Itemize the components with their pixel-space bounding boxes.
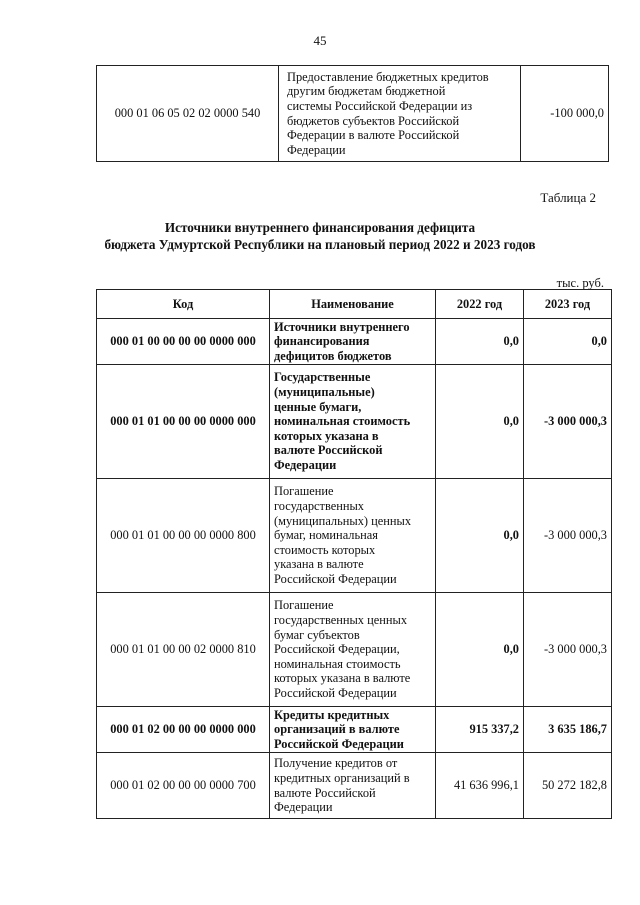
row-name-line: указана в валюте: [274, 557, 364, 572]
table-row: [97, 365, 612, 479]
row-value-2022: 915 337,2: [436, 707, 524, 753]
row-name-line: валюте Российской: [274, 785, 376, 800]
table-title: [0, 219, 640, 253]
row-name: [279, 66, 521, 162]
row-name-line: Федерации: [274, 457, 337, 472]
row-name-line: системы Российской Федерации из: [287, 98, 473, 113]
header-code: Код: [97, 290, 270, 319]
row-value-2022: 0,0: [436, 593, 524, 707]
row-name-line: Российской Федерации: [274, 736, 404, 751]
row-value-2023: 50 272 182,8: [524, 753, 612, 819]
row-name: [270, 365, 436, 479]
row-name-line: государственных ценных: [274, 613, 408, 628]
row-name-line: (муниципальные): [274, 385, 375, 400]
row-code: 000 01 01 00 00 00 0000 000: [97, 365, 270, 479]
row-name-line: которых указана в: [274, 428, 379, 443]
row-name-line: Федерации в валюте Российской: [287, 128, 460, 143]
table-row: [97, 593, 612, 707]
row-name-line: номинальная стоимость: [274, 414, 411, 429]
row-name-line: ценные бумаги,: [274, 399, 362, 414]
row-name-line: Кредиты кредитных: [274, 707, 390, 722]
header-2022: 2022 год: [436, 290, 524, 319]
row-name-line: валюте Российской: [274, 443, 383, 458]
row-name-line: другим бюджетам бюджетной: [287, 84, 446, 99]
row-code: 000 01 02 00 00 00 0000 000: [97, 707, 270, 753]
row-name-line: организаций в валюте: [274, 722, 400, 737]
row-name-line: бумаг, номинальная: [274, 528, 378, 543]
row-code: 000 01 01 00 00 02 0000 810: [97, 593, 270, 707]
units-label: тыс. руб.: [556, 276, 604, 290]
table-row: [97, 479, 612, 593]
row-name-line: Источники внутреннего: [274, 319, 410, 334]
row-name: [270, 319, 436, 365]
title-line: бюджета Удмуртской Республики на плановый период 2022 и 2023 годов: [104, 237, 536, 252]
row-name-line: Предоставление бюджетных кредитов: [287, 69, 489, 84]
row-code: 000 01 01 00 00 00 0000 800: [97, 479, 270, 593]
table-row: [97, 319, 612, 365]
header-row: [97, 290, 612, 319]
row-value-2022: 0,0: [436, 319, 524, 365]
row-code: 000 01 00 00 00 00 0000 000: [97, 319, 270, 365]
row-code: 000 01 02 00 00 00 0000 700: [97, 753, 270, 819]
row-name-line: которых указана в валюте: [274, 671, 411, 686]
row-code: 000 01 06 05 02 02 0000 540: [97, 66, 279, 162]
row-name: [270, 707, 436, 753]
row-name-line: кредитных организаций в: [274, 770, 410, 785]
row-value-2023: 0,0: [524, 319, 612, 365]
table-row: [97, 753, 612, 819]
row-name-line: номинальная стоимость: [274, 656, 401, 671]
row-name-line: Погашение: [274, 598, 334, 613]
continued-table: [96, 65, 609, 162]
row-name-line: Федерации: [287, 142, 346, 157]
title-line: Источники внутреннего финансирования дефицита: [164, 220, 476, 235]
row-value-2022: 0,0: [436, 365, 524, 479]
row-name-line: Федерации: [274, 800, 333, 815]
row-name-line: Российской Федерации: [274, 571, 397, 586]
row-name-line: дефицитов бюджетов: [274, 348, 392, 363]
row-value-2022: 41 636 996,1: [436, 753, 524, 819]
row-name: [270, 593, 436, 707]
row-name-line: государственных: [274, 499, 365, 514]
row-name-line: (муниципальных) ценных: [274, 513, 412, 528]
page-number: 45: [313, 33, 327, 48]
row-value-2023: -3 000 000,3: [524, 593, 612, 707]
row-name-line: Российской Федерации,: [274, 642, 400, 657]
row-value: -100 000,0: [521, 66, 609, 162]
row-name-line: стоимость которых: [274, 542, 376, 557]
header-name: Наименование: [270, 290, 436, 319]
row-name-line: Российской Федерации: [274, 685, 397, 700]
row-name-line: Погашение: [274, 484, 334, 499]
header-2023: 2023 год: [524, 290, 612, 319]
row-name-line: Получение кредитов от: [274, 756, 398, 771]
sources-table: [96, 289, 612, 819]
row-name-line: бюджетов субъектов Российской: [287, 113, 460, 128]
row-value-2023: -3 000 000,3: [524, 365, 612, 479]
table-label: Таблица 2: [540, 190, 596, 205]
row-name: [270, 479, 436, 593]
table-row: [97, 707, 612, 753]
row-value-2023: 3 635 186,7: [524, 707, 612, 753]
table-row: [97, 66, 609, 162]
row-name: [270, 753, 436, 819]
row-name-line: Государственные: [274, 370, 371, 385]
row-name-line: бумаг субъектов: [274, 627, 360, 642]
row-value-2022: 0,0: [436, 479, 524, 593]
row-name-line: финансирования: [274, 334, 370, 349]
row-value-2023: -3 000 000,3: [524, 479, 612, 593]
